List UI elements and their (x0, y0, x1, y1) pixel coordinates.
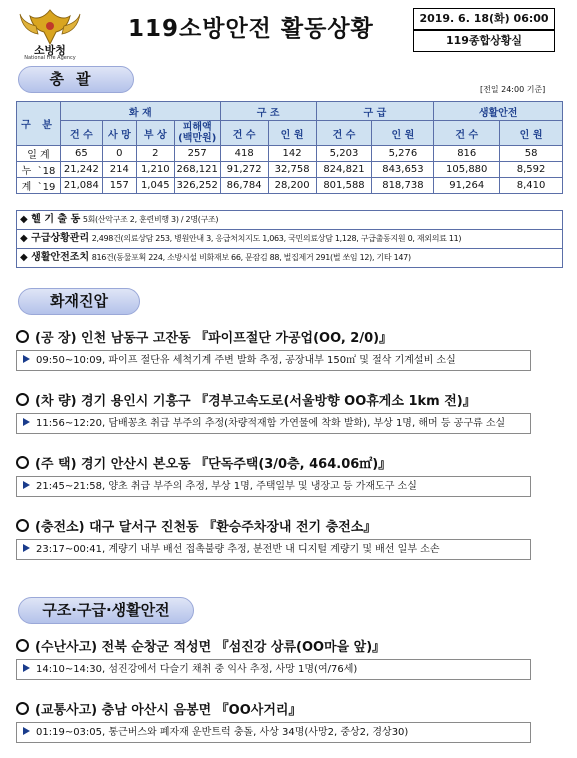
incident-detail: 01:19~03:05, 통근버스와 폐자재 운반트럭 충돌, 사상 34명(사망2, 중상2, 경상30) (16, 722, 531, 743)
table-cell: 142 (268, 146, 316, 162)
group-header-ems: 구 급 (316, 102, 434, 121)
page-title: 119소방안전 활동상황 (128, 16, 374, 42)
info-row-safety: ◆ 생활안전조치 816건(동물포획 224, 소방시설 비화재보 66, 문잠김 88, 벌집제거 291(벌 쏘임 12), 기타 147) (20, 252, 411, 263)
incident-title: (차 량) 경기 용인시 기흥구 『경부고속도로(서울방향 OO휴게소 1km 전)』 (16, 390, 476, 409)
table-cell: 1,210 (136, 162, 174, 178)
table-cell: 28,200 (268, 178, 316, 194)
table-cell: 91,272 (220, 162, 268, 178)
table-cell: 326,252 (174, 178, 220, 194)
org-name: 소방청 (34, 44, 66, 57)
summary-table (16, 101, 563, 194)
group-header-safety: 생활안전 (434, 102, 563, 121)
table-cell: 8,410 (500, 178, 563, 194)
column-header: 인 원 (268, 121, 316, 146)
incident-title: (교통사고) 충남 아산시 음봉면 『OO사거리』 (16, 699, 301, 718)
bullet-circle-icon (16, 639, 29, 652)
table-cell: 86,784 (220, 178, 268, 194)
table-cell: 32,758 (268, 162, 316, 178)
arrow-bullet-icon (23, 418, 30, 426)
row-label: 계 `19 (17, 178, 61, 194)
arrow-bullet-icon (23, 727, 30, 735)
table-cell: 91,264 (434, 178, 500, 194)
table-cell: 824,821 (316, 162, 372, 178)
incident-title: (수난사고) 전북 순창군 적성면 『섬진강 상류(OO마을 앞)』 (16, 636, 385, 655)
column-header: 건 수 (60, 121, 102, 146)
summary-info-box (16, 210, 563, 268)
group-header-fire: 화 재 (60, 102, 220, 121)
table-cell: 21,242 (60, 162, 102, 178)
column-header: 인 원 (372, 121, 434, 146)
group-header-rescue: 구 조 (220, 102, 316, 121)
table-cell: 105,880 (434, 162, 500, 178)
bullet-circle-icon (16, 702, 29, 715)
arrow-bullet-icon (23, 355, 30, 363)
bullet-circle-icon (16, 393, 29, 406)
table-cell: 816 (434, 146, 500, 162)
arrow-bullet-icon (23, 481, 30, 489)
table-cell: 21,084 (60, 178, 102, 194)
incident-detail: 23:17~00:41, 계량기 내부 배선 접촉불량 추정, 분전반 내 디지털 계량기 및 배선 일부 소손 (16, 539, 531, 560)
fire-section-header: 화재진압 (18, 288, 140, 315)
column-header: 건 수 (316, 121, 372, 146)
column-header: 건 수 (220, 121, 268, 146)
incident-title: (공 장) 인천 남동구 고잔동 『파이프절단 가공업(OO, 2/0)』 (16, 327, 392, 346)
group-label-header: 구 분 (17, 102, 61, 146)
summary-section-header: 총괄 (18, 66, 134, 93)
column-header: 인 원 (500, 121, 563, 146)
table-cell: 268,121 (174, 162, 220, 178)
summary-basis-note: [전일 24:00 기준] (480, 85, 546, 94)
bullet-circle-icon (16, 519, 29, 532)
bullet-circle-icon (16, 330, 29, 343)
info-row-helicopter: ◆ 헬 기 출 동 5회(산악구조 2, 훈련비행 3) / 2명(구조) (17, 211, 562, 230)
column-header: 사 망 (102, 121, 136, 146)
incident-detail: 14:10~14:30, 섬진강에서 다슬기 채취 중 익사 추정, 사망 1명(여/76세) (16, 659, 531, 680)
table-cell: 5,203 (316, 146, 372, 162)
table-cell: 1,045 (136, 178, 174, 194)
table-row (17, 146, 563, 162)
incident-detail: 09:50~10:09, 파이프 절단유 세척기계 주변 발화 추정, 공장내부 150㎡ 및 절삭 기계설비 소실 (16, 350, 531, 371)
table-cell: 157 (102, 178, 136, 194)
table-cell: 8,592 (500, 162, 563, 178)
incident-title: (충전소) 대구 달서구 진천동 『환승주차장내 전기 충전소』 (16, 516, 376, 535)
table-cell: 0 (102, 146, 136, 162)
incident-detail: 11:56~12:20, 담배꽁초 취급 부주의 추정(차량적재함 가연물에 착화 발화), 부상 1명, 해머 등 공구류 소실 (16, 413, 531, 434)
incident-detail: 21:45~21:58, 양초 취급 부주의 추정, 부상 1명, 주택일부 및 냉장고 등 가재도구 소실 (16, 476, 531, 497)
table-cell: 257 (174, 146, 220, 162)
table-cell: 843,653 (372, 162, 434, 178)
table-row (17, 162, 563, 178)
org-name-en: National Fire Agency (24, 55, 76, 61)
bullet-circle-icon (16, 456, 29, 469)
info-row-ems: ◆ 구급상황관리 2,498건(의료상담 253, 병원안내 3, 응급처치지도 1,063, 국민의료상담 1,128, 구급출동지원 0, 재외의료 11) (17, 230, 562, 249)
column-header: 부 상 (136, 121, 174, 146)
table-cell: 214 (102, 162, 136, 178)
table-cell: 58 (500, 146, 563, 162)
table-cell: 65 (60, 146, 102, 162)
table-cell: 818,738 (372, 178, 434, 194)
incident-title: (주 택) 경기 안산시 본오동 『단독주택(3/0층, 464.06㎡)』 (16, 453, 391, 472)
table-cell: 801,588 (316, 178, 372, 194)
report-date: 2019. 6. 18(화) 06:00 (413, 8, 555, 30)
rescue-section-header: 구조·구급·생활안전 (18, 597, 194, 624)
row-label: 일 계 (17, 146, 61, 162)
table-cell: 2 (136, 146, 174, 162)
table-cell: 5,276 (372, 146, 434, 162)
arrow-bullet-icon (23, 544, 30, 552)
arrow-bullet-icon (23, 664, 30, 672)
table-cell: 418 (220, 146, 268, 162)
table-row (17, 178, 563, 194)
report-department: 119종합상황실 (413, 30, 555, 52)
column-header: 건 수 (434, 121, 500, 146)
row-label: 누 `18 (17, 162, 61, 178)
column-header: 피해액 (백만원) (174, 121, 220, 146)
